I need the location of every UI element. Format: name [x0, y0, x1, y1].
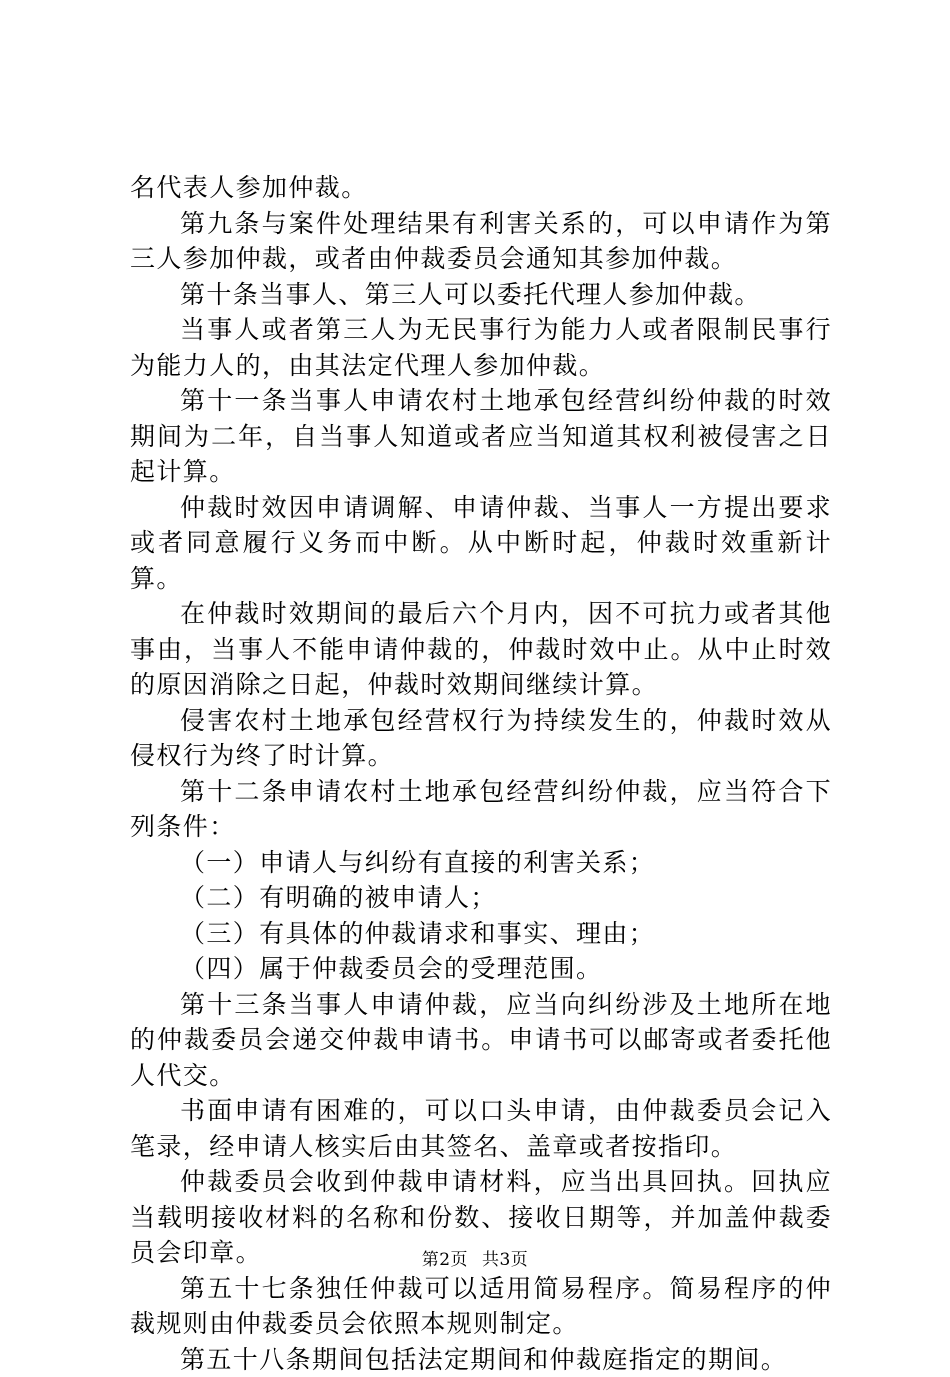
- page-total: 共3页: [482, 1250, 528, 1270]
- page-footer: [0, 1245, 950, 1270]
- paragraph-continuation: 名代表人参加仲裁。: [130, 170, 832, 206]
- paragraph-article-12: 第十二条申请农村土地承包经营纠纷仲裁，应当符合下列条件：: [130, 774, 832, 845]
- document-body: [130, 170, 832, 1377]
- paragraph-receipt: 仲裁委员会收到仲裁申请材料，应当出具回执。回执应当载明接收材料的名称和份数、接收日期等，并加盖仲裁委员会印章。: [130, 1164, 832, 1271]
- paragraph-article-9: 第九条与案件处理结果有利害关系的，可以申请作为第三人参加仲裁，或者由仲裁委员会通知其参加仲裁。: [130, 206, 832, 277]
- page-number: 第2页: [422, 1250, 468, 1270]
- paragraph-oral-application: 书面申请有困难的，可以口头申请，由仲裁委员会记入笔录，经申请人核实后由其签名、盖章或者按指印。: [130, 1093, 832, 1164]
- list-item-condition-2: （二）有明确的被申请人；: [130, 880, 832, 916]
- paragraph-article-11: 第十一条当事人申请农村土地承包经营纠纷仲裁的时效期间为二年，自当事人知道或者应当知道其权利被侵害之日起计算。: [130, 383, 832, 490]
- paragraph-limitation-suspension: 在仲裁时效期间的最后六个月内，因不可抗力或者其他事由，当事人不能申请仲裁的，仲裁时效中止。从中止时效的原因消除之日起，仲裁时效期间继续计算。: [130, 596, 832, 703]
- paragraph-limitation-interruption: 仲裁时效因申请调解、申请仲裁、当事人一方提出要求或者同意履行义务而中断。从中断时起，仲裁时效重新计算。: [130, 490, 832, 597]
- paragraph-article-10: 第十条当事人、第三人可以委托代理人参加仲裁。: [130, 277, 832, 313]
- paragraph-continuing-infringement: 侵害农村土地承包经营权行为持续发生的，仲裁时效从侵权行为终了时计算。: [130, 703, 832, 774]
- paragraph-article-57: 第五十七条独任仲裁可以适用简易程序。简易程序的仲裁规则由仲裁委员会依照本规则制定。: [130, 1271, 832, 1342]
- list-item-condition-4: （四）属于仲裁委员会的受理范围。: [130, 951, 832, 987]
- list-item-condition-1: （一）申请人与纠纷有直接的利害关系；: [130, 845, 832, 881]
- paragraph-article-13: 第十三条当事人申请仲裁，应当向纠纷涉及土地所在地的仲裁委员会递交仲裁申请书。申请书可以邮寄或者委托他人代交。: [130, 987, 832, 1094]
- paragraph-article-10-agent: 当事人或者第三人为无民事行为能力人或者限制民事行为能力人的，由其法定代理人参加仲裁。: [130, 312, 832, 383]
- list-item-condition-3: （三）有具体的仲裁请求和事实、理由；: [130, 916, 832, 952]
- paragraph-article-58: 第五十八条期间包括法定期间和仲裁庭指定的期间。: [130, 1342, 832, 1377]
